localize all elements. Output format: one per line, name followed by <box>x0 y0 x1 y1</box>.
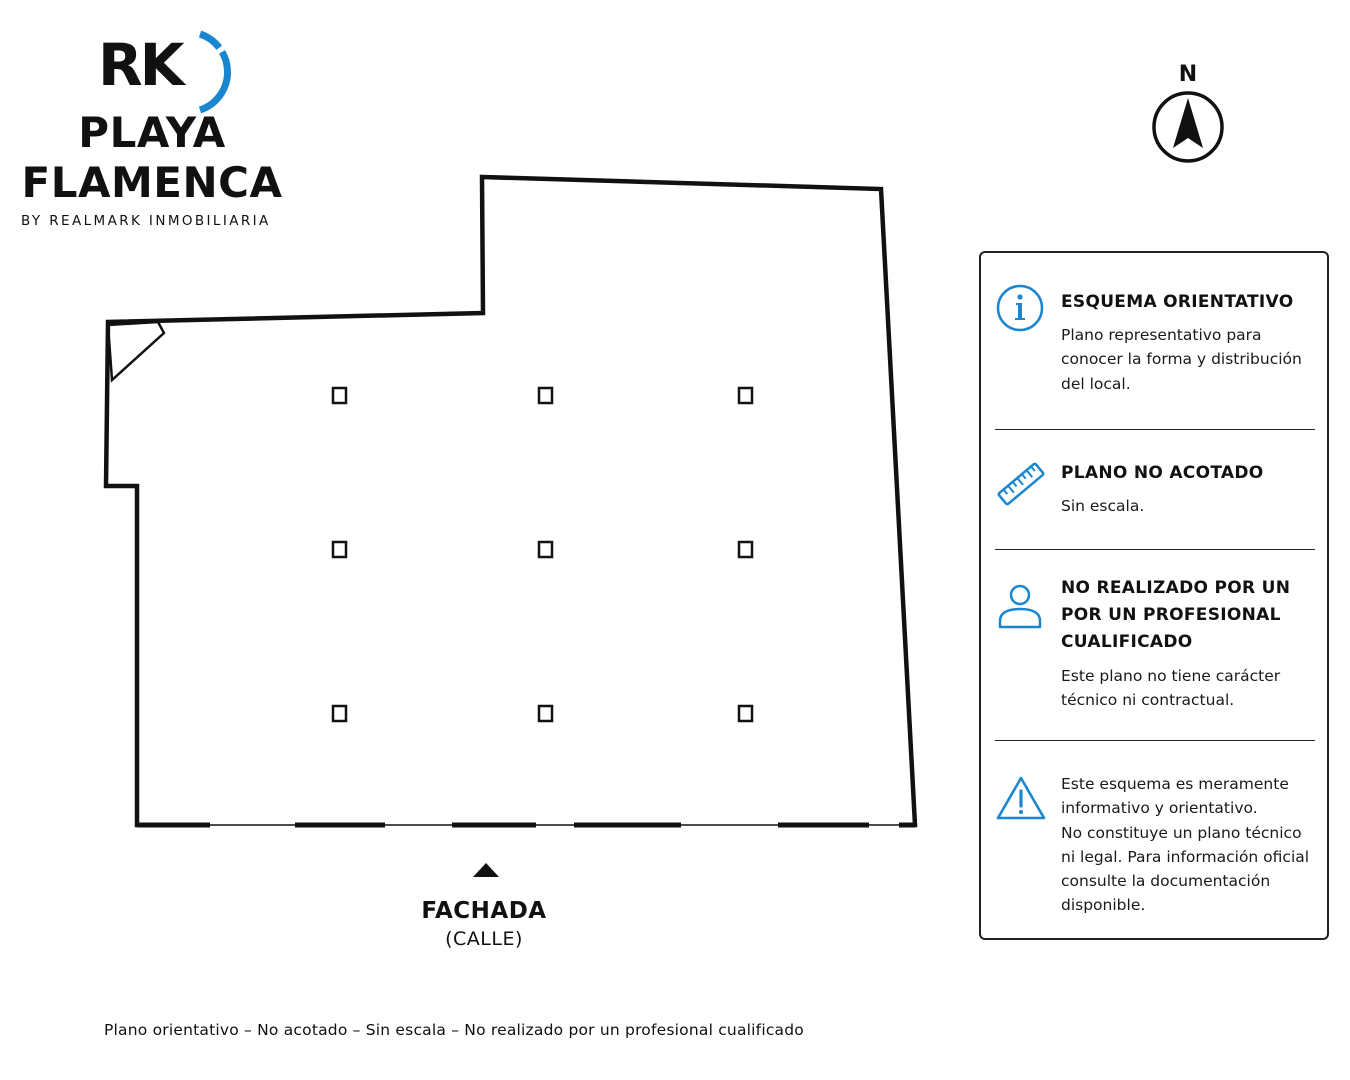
plan-outline <box>106 177 915 825</box>
info-body-line: Este plano no tiene carácter <box>1061 667 1281 685</box>
info-body-no-profesional <box>1061 664 1325 713</box>
structural-columns <box>333 388 752 721</box>
info-section-aviso <box>981 741 1327 939</box>
column <box>739 542 752 557</box>
info-body-esquema <box>1061 323 1325 396</box>
info-body-line: informativo y orientativo. <box>1061 799 1258 818</box>
column <box>739 388 752 403</box>
ruler-icon <box>995 458 1047 510</box>
facade-title: FACHADA <box>421 898 547 924</box>
logo-line-flamenca: FLAMENCA <box>21 158 283 207</box>
info-section-no-profesional <box>981 550 1327 740</box>
column <box>539 388 552 403</box>
info-section-no-acotado <box>981 430 1327 549</box>
facade-arrow-icon <box>473 863 499 877</box>
info-body-line: técnico ni contractual. <box>1061 691 1235 710</box>
logo-line-playa: PLAYA <box>78 108 226 157</box>
warning-icon <box>995 775 1047 821</box>
north-arrow-icon <box>1151 90 1225 164</box>
column <box>333 388 346 403</box>
info-title-line: POR UN PROFESIONAL <box>1061 605 1281 625</box>
logo-mark: RK <box>98 31 182 99</box>
facade-label <box>384 898 584 950</box>
north-compass <box>1148 60 1228 170</box>
info-body-line: del local. <box>1061 374 1131 393</box>
logo-tagline: BY REALMARK INMOBILIARIA <box>21 213 271 229</box>
info-body-line: disponible. <box>1061 896 1146 915</box>
info-body-no-acotado <box>1061 494 1325 518</box>
info-body-line: consulte la documentación <box>1061 872 1271 891</box>
info-body-line: ni legal. Para información oficial <box>1061 847 1310 866</box>
info-title-line: NO REALIZADO POR UN <box>1061 578 1291 598</box>
info-icon <box>995 283 1045 333</box>
info-panel <box>979 251 1329 940</box>
plan-corner-triangle <box>108 322 164 380</box>
info-body-line: No constituye un plano técnico <box>1061 823 1302 842</box>
info-title-no-profesional <box>1061 575 1323 656</box>
info-title-no-acotado: PLANO NO ACOTADO <box>1061 463 1264 483</box>
column <box>539 706 552 721</box>
info-body-line: Sin escala. <box>1061 497 1145 515</box>
info-body-line: conocer la forma y distribución <box>1061 350 1302 369</box>
north-label: N <box>1178 62 1198 87</box>
footer-note: Plano orientativo – No acotado – Sin escala – No realizado por un profesional cualificado <box>104 1021 804 1039</box>
facade-subtitle: (CALLE) <box>445 928 523 950</box>
column <box>333 706 346 721</box>
info-body-line: Este esquema es meramente <box>1061 775 1289 793</box>
column <box>739 706 752 721</box>
info-section-esquema <box>981 253 1327 429</box>
column <box>539 542 552 557</box>
info-title-line: CUALIFICADO <box>1061 632 1193 652</box>
person-icon <box>995 582 1045 632</box>
info-body-aviso <box>1061 772 1325 918</box>
info-title-esquema: ESQUEMA ORIENTATIVO <box>1061 292 1294 312</box>
column <box>333 542 346 557</box>
info-body-line: Plano representativo para <box>1061 326 1262 344</box>
